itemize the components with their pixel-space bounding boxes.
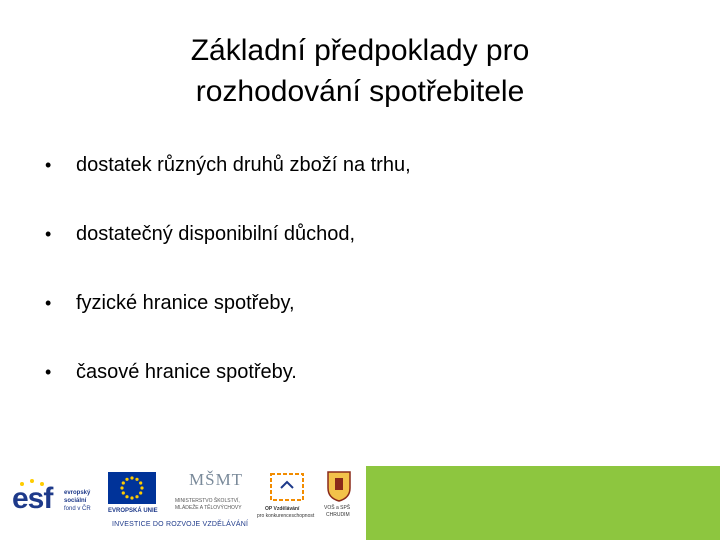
- school-crest-icon: [326, 470, 352, 502]
- slide-title-line-1: Základní předpoklady pro: [190, 34, 530, 67]
- bullet-icon: •: [45, 155, 52, 175]
- school-caption-1: VOŠ a SPŠ: [324, 505, 351, 511]
- msmt-logo: [175, 468, 255, 522]
- msmt-logo-text: MŠMT: [189, 470, 244, 489]
- eu-caption: EVROPSKÁ UNIE: [108, 508, 158, 514]
- school-caption-2: CHRUDIM: [326, 512, 350, 518]
- bullet-text: dostatek různých druhů zboží na trhu,: [76, 154, 411, 176]
- slide-title: [90, 30, 630, 112]
- bullet-text: časové hranice spotřeby.: [76, 361, 297, 383]
- eu-flag-icon: [108, 472, 156, 504]
- esf-logo-text: esf: [12, 482, 53, 515]
- op-vk-frame-icon: [267, 470, 307, 504]
- msmt-caption-2: MLÁDEŽE A TĚLOVÝCHOVY: [175, 505, 242, 511]
- bullet-list: [45, 153, 411, 429]
- bullet-icon: •: [45, 362, 52, 382]
- bullet-text: dostatečný disponibilní důchod,: [76, 223, 356, 245]
- green-footer-block: [366, 466, 720, 540]
- footer-logo-bar: [0, 466, 366, 540]
- slide-title-line-2: rozhodování spotřebitele: [195, 75, 525, 108]
- esf-caption-1: evropský: [64, 490, 91, 496]
- op-vk-caption-2: pro konkurenceschopnost: [257, 513, 315, 519]
- eu-logo: [108, 472, 160, 522]
- bullet-icon: •: [45, 293, 52, 313]
- bullet-item: [45, 153, 411, 222]
- bullet-item: [45, 291, 411, 360]
- esf-caption-3: fond v ČR: [64, 506, 91, 512]
- esf-caption-2: sociální: [64, 498, 87, 504]
- op-vk-caption-1: OP Vzdělávání: [265, 506, 300, 512]
- bullet-text: fyzické hranice spotřeby,: [76, 292, 295, 314]
- bullet-item: [45, 222, 411, 291]
- investment-tagline: INVESTICE DO ROZVOJE VZDĚLÁVÁNÍ: [112, 521, 249, 528]
- school-logo: [318, 470, 360, 522]
- bullet-item: [45, 360, 411, 429]
- esf-logo: [12, 474, 107, 522]
- bullet-icon: •: [45, 224, 52, 244]
- op-vk-logo: [255, 470, 317, 522]
- msmt-caption-1: MINISTERSTVO ŠKOLSTVÍ,: [175, 498, 240, 504]
